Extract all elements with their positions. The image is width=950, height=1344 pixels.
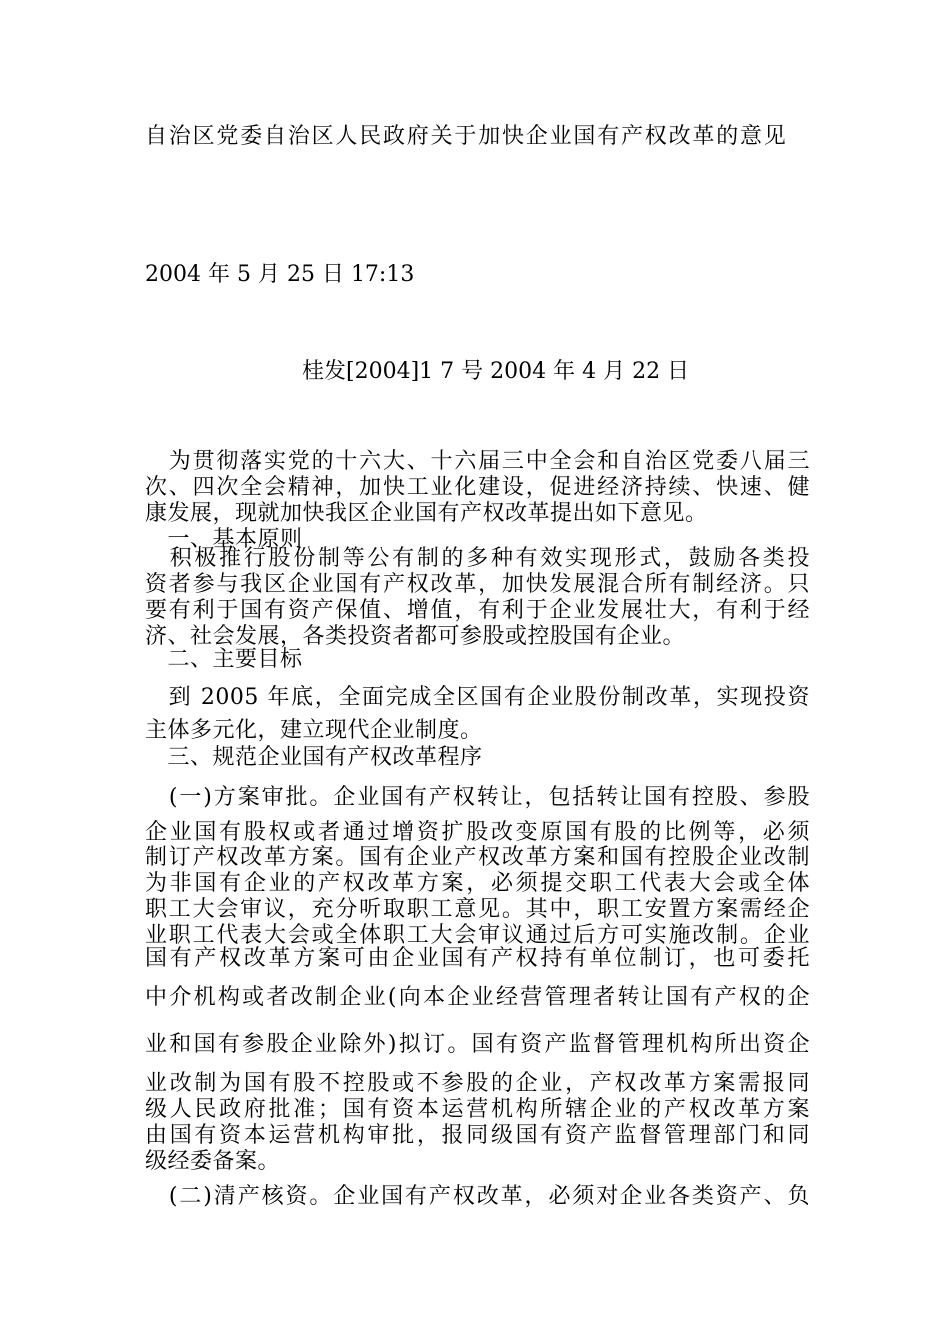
body-line: (二)清产核资。企业国有产权改革，必须对企业各类资产、负: [145, 1184, 810, 1209]
body-line: 要有利于国有资产保值、增值，有利于企业发展壮大，有利于经: [145, 598, 810, 623]
document-title: 自治区党委自治区人民政府关于加快企业国有产权改革的意见: [145, 124, 788, 149]
body-line: 到 2005 年底，全面完成全区国有企业股份制改革，实现投资: [145, 685, 810, 710]
body-line: 次、四次全会精神，加快工业化建设，促进经济持续、快速、健: [145, 475, 810, 500]
body-line: 积极推行股份制等公有制的多种有效实现形式，鼓励各类投: [145, 546, 810, 571]
body-line: 由国有资本运营机构审批，报同级国有资产监督管理部门和同: [145, 1123, 810, 1148]
body-line: 为非国有企业的产权改革方案，必须提交职工代表大会或全体: [145, 871, 810, 896]
document-number: 桂发[2004]1 7 号 2004 年 4 月 22 日: [302, 359, 690, 384]
body-line: 为贯彻落实党的十六大、十六届三中全会和自治区党委八届三: [145, 449, 810, 474]
section-heading: 一、基本原则: [145, 527, 303, 552]
body-line: 职工大会审议，充分听取职工意见。其中，职工安置方案需经企: [145, 897, 810, 922]
body-line: 资者参与我区企业国有产权改革，加快发展混合所有制经济。只: [145, 572, 810, 597]
body-line: 业和国有参股企业除外)拟订。国有资产监督管理机构所出资企: [145, 1032, 810, 1057]
body-line: 业改制为国有股不控股或不参股的企业，产权改革方案需报同: [145, 1071, 810, 1096]
body-line: 康发展，现就加快我区企业国有产权改革提出如下意见。: [145, 501, 708, 526]
body-line: (一)方案审批。企业国有产权转让，包括转让国有控股、参股: [145, 785, 810, 810]
body-line: 中介机构或者改制企业(向本企业经营管理者转让国有产权的企: [145, 985, 810, 1010]
publish-datetime: 2004 年 5 月 25 日 17:13: [145, 262, 415, 287]
body-line: 主体多元化，建立现代企业制度。: [145, 718, 483, 743]
body-line: 级经委备案。: [145, 1149, 281, 1174]
section-heading: 二、主要目标: [145, 647, 303, 672]
body-line: 济、社会发展，各类投资者都可参股或控股国有企业。: [145, 624, 686, 649]
body-line: 国有产权改革方案可由企业国有产权持有单位制订，也可委托: [145, 946, 810, 971]
body-line: 企业国有股权或者通过增资扩股改变原国有股的比例等，必须: [145, 820, 810, 845]
section-heading: 三、规范企业国有产权改革程序: [145, 745, 483, 770]
body-line: 业职工代表大会或全体职工大会审议通过后方可实施改制。企业: [145, 923, 810, 948]
body-line: 制订产权改革方案。国有企业产权改革方案和国有控股企业改制: [145, 845, 810, 870]
body-line: 级人民政府批准；国有资本运营机构所辖企业的产权改革方案: [145, 1097, 810, 1122]
